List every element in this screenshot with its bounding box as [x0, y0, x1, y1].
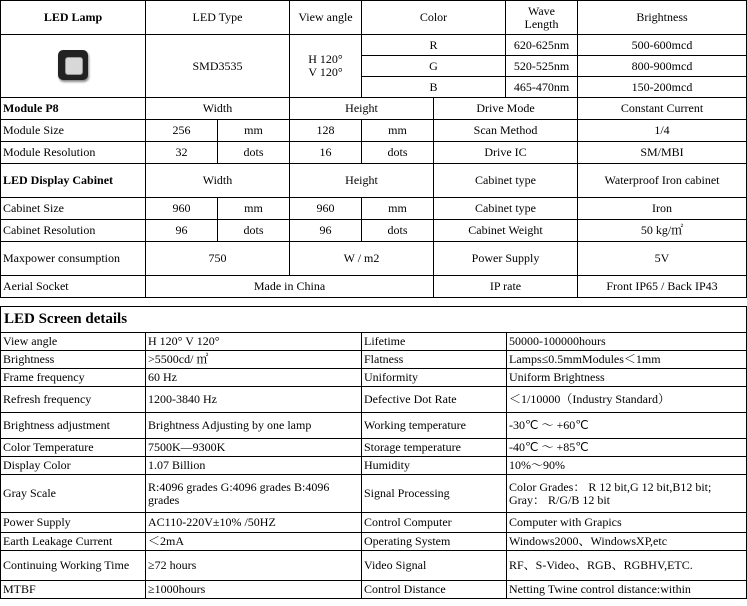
detail-label: Flatness: [362, 351, 507, 369]
details-row: [1, 475, 747, 513]
cabinet-type-label: Cabinet type: [434, 164, 578, 198]
view-angle-value: H 120° V 120°: [290, 35, 362, 98]
details-title-row: [1, 307, 747, 333]
power-supply-label: Power Supply: [434, 242, 578, 276]
aerial-socket-label: Aerial Socket: [1, 276, 146, 298]
detail-value: Netting Twine control distance:within: [507, 581, 747, 599]
cabinet-resolution-width: 96: [146, 220, 218, 242]
color-header: Color: [362, 1, 506, 35]
details-row: [1, 387, 747, 413]
detail-label: Control Computer: [362, 513, 507, 533]
module-size-height-unit: mm: [362, 120, 434, 142]
module-size-height: 128: [290, 120, 362, 142]
led-lamp-header: LED Lamp: [1, 1, 146, 35]
led-type-header: LED Type: [146, 1, 290, 35]
scan-method-value: 1/4: [578, 120, 747, 142]
lamp-image-cell: [1, 35, 146, 98]
cabinet-weight-label: Cabinet Weight: [434, 220, 578, 242]
detail-label: Brightness: [1, 351, 146, 369]
detail-value: RF、S-Video、RGB、RGBHV,ETC.: [507, 551, 747, 581]
cabinet-title: LED Display Cabinet: [1, 164, 146, 198]
detail-label: Display Color: [1, 457, 146, 475]
detail-value: Uniform Brightness: [507, 369, 747, 387]
drive-mode-label: Drive Mode: [434, 98, 578, 120]
detail-label: Defective Dot Rate: [362, 387, 507, 413]
detail-value: 1.07 Billion: [146, 457, 362, 475]
detail-label: Lifetime: [362, 333, 507, 351]
max-power-label: Maxpower consumption: [1, 242, 146, 276]
brightness-header: Brightness: [578, 1, 747, 35]
module-resolution-height-unit: dots: [362, 142, 434, 164]
power-row: [1, 242, 747, 276]
module-width-header: Width: [146, 98, 290, 120]
module-resolution-width: 32: [146, 142, 218, 164]
detail-value: 50000-100000hours: [507, 333, 747, 351]
detail-value: ≥72 hours: [146, 551, 362, 581]
details-row: [1, 551, 747, 581]
detail-label: Earth Leakage Current: [1, 533, 146, 551]
detail-label: Refresh frequency: [1, 387, 146, 413]
brightness-g: 800-900mcd: [578, 56, 747, 77]
detail-value: -40℃ ～ +85℃: [507, 439, 747, 457]
module-resolution-row: [1, 142, 747, 164]
detail-label: MTBF: [1, 581, 146, 599]
detail-label: Brightness adjustment: [1, 413, 146, 439]
detail-value: ＜1/10000（Industry Standard）: [507, 387, 747, 413]
details-table: [0, 306, 747, 599]
drive-ic-value: SM/MBI: [578, 142, 747, 164]
details-title: LED Screen details: [1, 307, 747, 333]
module-title: Module P8: [1, 98, 146, 120]
cabinet-resolution-height: 96: [290, 220, 362, 242]
lamp-header-row: [1, 1, 747, 35]
cabinet-size-width-unit: mm: [218, 198, 290, 220]
ip-rate-value: Front IP65 / Back IP43: [578, 276, 747, 298]
cabinet-size-label: Cabinet Size: [1, 198, 146, 220]
cabinet-resolution-label: Cabinet Resolution: [1, 220, 146, 242]
cabinet-resolution-row: [1, 220, 747, 242]
module-header-row: [1, 98, 747, 120]
socket-row: [1, 276, 747, 298]
ip-rate-label: IP rate: [434, 276, 578, 298]
module-size-width: 256: [146, 120, 218, 142]
detail-label: Power Supply: [1, 513, 146, 533]
brightness-r: 500-600mcd: [578, 35, 747, 56]
detail-value: H 120° V 120°: [146, 333, 362, 351]
detail-value: Computer with Grapics: [507, 513, 747, 533]
cabinet-type-value: Waterproof Iron cabinet: [578, 164, 747, 198]
drive-ic-label: Drive IC: [434, 142, 578, 164]
cabinet-header-row: [1, 164, 747, 198]
detail-label: Continuing Working Time: [1, 551, 146, 581]
detail-value: >5500cd/ ㎡: [146, 351, 362, 369]
detail-value: AC110-220V±10% /50HZ: [146, 513, 362, 533]
max-power-value: 750: [146, 242, 290, 276]
detail-value: R:4096 grades G:4096 grades B:4096 grades: [146, 475, 362, 513]
drive-mode-value: Constant Current: [578, 98, 747, 120]
details-row: [1, 369, 747, 387]
lamp-row-r: [1, 35, 747, 56]
detail-value: -30℃ ～ +60℃: [507, 413, 747, 439]
scan-method-label: Scan Method: [434, 120, 578, 142]
detail-value: Brightness Adjusting by one lamp: [146, 413, 362, 439]
detail-label: View angle: [1, 333, 146, 351]
detail-value: 1200-3840 Hz: [146, 387, 362, 413]
detail-value: Lamps≤0.5mmModules＜1mm: [507, 351, 747, 369]
detail-label: Humidity: [362, 457, 507, 475]
detail-value: Color Grades： R 12 bit,G 12 bit,B12 bit; Gray： R/G/B 12 bit: [507, 475, 747, 513]
detail-value: Windows2000、WindowsXP,etc: [507, 533, 747, 551]
detail-label: Operating System: [362, 533, 507, 551]
cabinet-type-label-2: Cabinet type: [434, 198, 578, 220]
module-height-header: Height: [290, 98, 434, 120]
led-type-value: SMD3535: [146, 35, 290, 98]
wave-length-header: Wave Length: [506, 1, 578, 35]
cabinet-resolution-width-unit: dots: [218, 220, 290, 242]
module-size-row: [1, 120, 747, 142]
color-g: G: [362, 56, 506, 77]
cabinet-size-row: [1, 198, 747, 220]
detail-value: 7500K—9300K: [146, 439, 362, 457]
detail-value: ＜2mA: [146, 533, 362, 551]
detail-label: Uniformity: [362, 369, 507, 387]
power-supply-value: 5V: [578, 242, 747, 276]
module-resolution-height: 16: [290, 142, 362, 164]
details-row: [1, 457, 747, 475]
detail-label: Signal Processing: [362, 475, 507, 513]
details-row: [1, 333, 747, 351]
cabinet-height-header: Height: [290, 164, 434, 198]
cabinet-width-header: Width: [146, 164, 290, 198]
details-row: [1, 581, 747, 599]
cabinet-weight-value: 50 kg/㎡: [578, 220, 747, 242]
aerial-socket-value: Made in China: [146, 276, 434, 298]
detail-label: Frame frequency: [1, 369, 146, 387]
led-lamp-image: [58, 50, 88, 80]
detail-label: Video Signal: [362, 551, 507, 581]
wave-r: 620-625nm: [506, 35, 578, 56]
cabinet-size-width: 960: [146, 198, 218, 220]
cabinet-size-height-unit: mm: [362, 198, 434, 220]
module-size-label: Module Size: [1, 120, 146, 142]
detail-value: 10%～90%: [507, 457, 747, 475]
module-resolution-label: Module Resolution: [1, 142, 146, 164]
detail-label: Working temperature: [362, 413, 507, 439]
wave-g: 520-525nm: [506, 56, 578, 77]
max-power-unit: W / m2: [290, 242, 434, 276]
details-row: [1, 351, 747, 369]
view-angle-header: View angle: [290, 1, 362, 35]
color-b: B: [362, 77, 506, 98]
detail-label: Gray Scale: [1, 475, 146, 513]
detail-value: 60 Hz: [146, 369, 362, 387]
cabinet-type-value-2: Iron: [578, 198, 747, 220]
spec-table: [0, 0, 747, 298]
color-r: R: [362, 35, 506, 56]
details-row: [1, 533, 747, 551]
details-row: [1, 513, 747, 533]
wave-b: 465-470nm: [506, 77, 578, 98]
detail-label: Color Temperature: [1, 439, 146, 457]
detail-label: Control Distance: [362, 581, 507, 599]
detail-label: Storage temperature: [362, 439, 507, 457]
detail-value: ≥1000hours: [146, 581, 362, 599]
module-resolution-width-unit: dots: [218, 142, 290, 164]
cabinet-size-height: 960: [290, 198, 362, 220]
details-row: [1, 439, 747, 457]
cabinet-resolution-height-unit: dots: [362, 220, 434, 242]
module-size-width-unit: mm: [218, 120, 290, 142]
details-row: [1, 413, 747, 439]
brightness-b: 150-200mcd: [578, 77, 747, 98]
